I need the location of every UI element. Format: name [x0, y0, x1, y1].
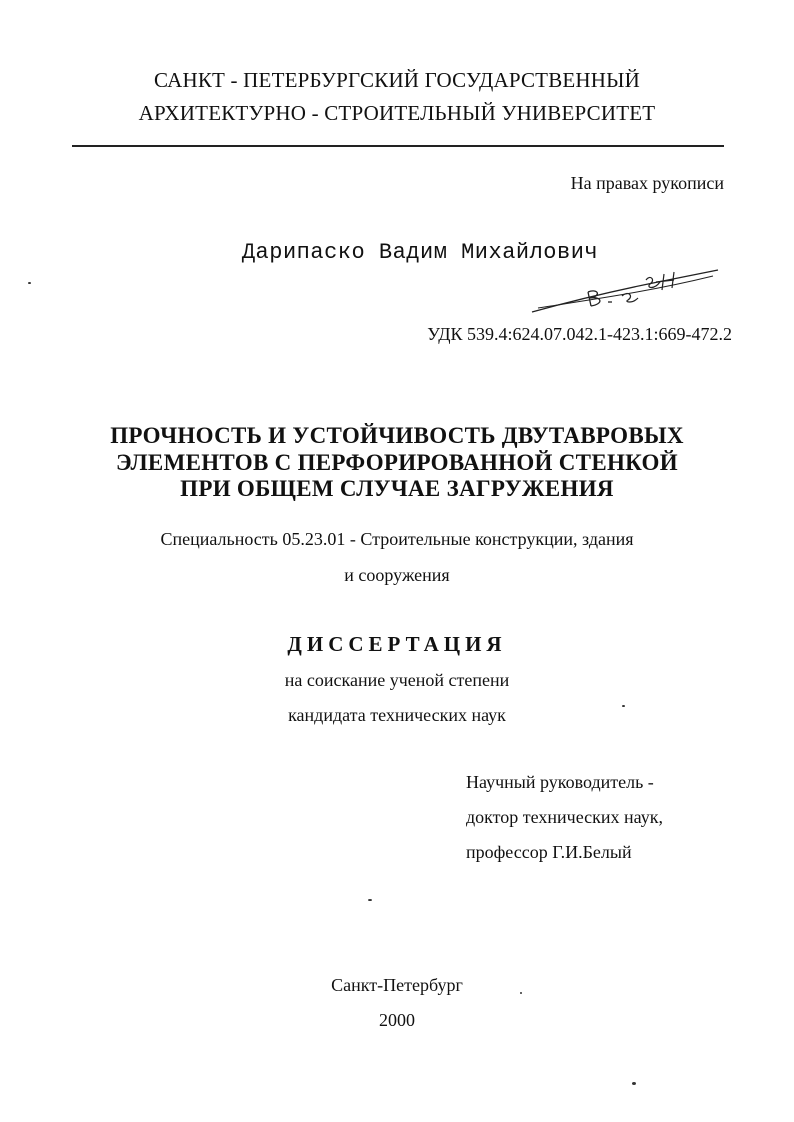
handwritten-signature	[528, 262, 723, 320]
supervisor-line-3: профессор Г.И.Белый	[466, 842, 632, 862]
scan-speck	[622, 705, 625, 707]
year: 2000	[379, 1010, 415, 1030]
scan-speck	[520, 992, 522, 994]
degree-line-1: на соискание ученой степени	[284, 670, 510, 690]
dissertation-title-line-3: ПРИ ОБЩЕМ СЛУЧАЕ ЗАГРУЖЕНИЯ	[180, 476, 614, 501]
author-name: Дарипаско Вадим Михайлович	[241, 240, 599, 265]
university-name-line-2: АРХИТЕКТУРНО - СТРОИТЕЛЬНЫЙ УНИВЕРСИТЕТ	[138, 101, 656, 125]
udk-code: УДК 539.4:624.07.042.1-423.1:669-472.2	[427, 324, 732, 344]
manuscript-rights-note: На правах рукописи	[570, 173, 724, 193]
supervisor-line-2: доктор технических наук,	[466, 807, 663, 827]
dissertation-title-line-1: ПРОЧНОСТЬ И УСТОЙЧИВОСТЬ ДВУТАВРОВЫХ	[110, 423, 684, 448]
scan-speck	[28, 282, 31, 284]
scan-speck	[632, 1082, 636, 1085]
university-name-line-1: САНКТ - ПЕТЕРБУРГСКИЙ ГОСУДАРСТВЕННЫЙ	[153, 68, 641, 92]
scan-speck	[368, 899, 372, 901]
degree-line-2: кандидата технических наук	[288, 705, 506, 725]
city: Санкт-Петербург	[331, 975, 463, 995]
dissertation-title-line-2: ЭЛЕМЕНТОВ С ПЕРФОРИРОВАННОЙ СТЕНКОЙ	[116, 450, 678, 475]
specialty-line-1: Специальность 05.23.01 - Строительные конструкции, здания	[160, 529, 634, 549]
dissertation-heading: ДИССЕРТАЦИЯ	[287, 632, 507, 656]
specialty-line-2: и сооружения	[344, 565, 450, 585]
supervisor-line-1: Научный руководитель -	[466, 772, 654, 792]
header-divider	[72, 145, 724, 147]
